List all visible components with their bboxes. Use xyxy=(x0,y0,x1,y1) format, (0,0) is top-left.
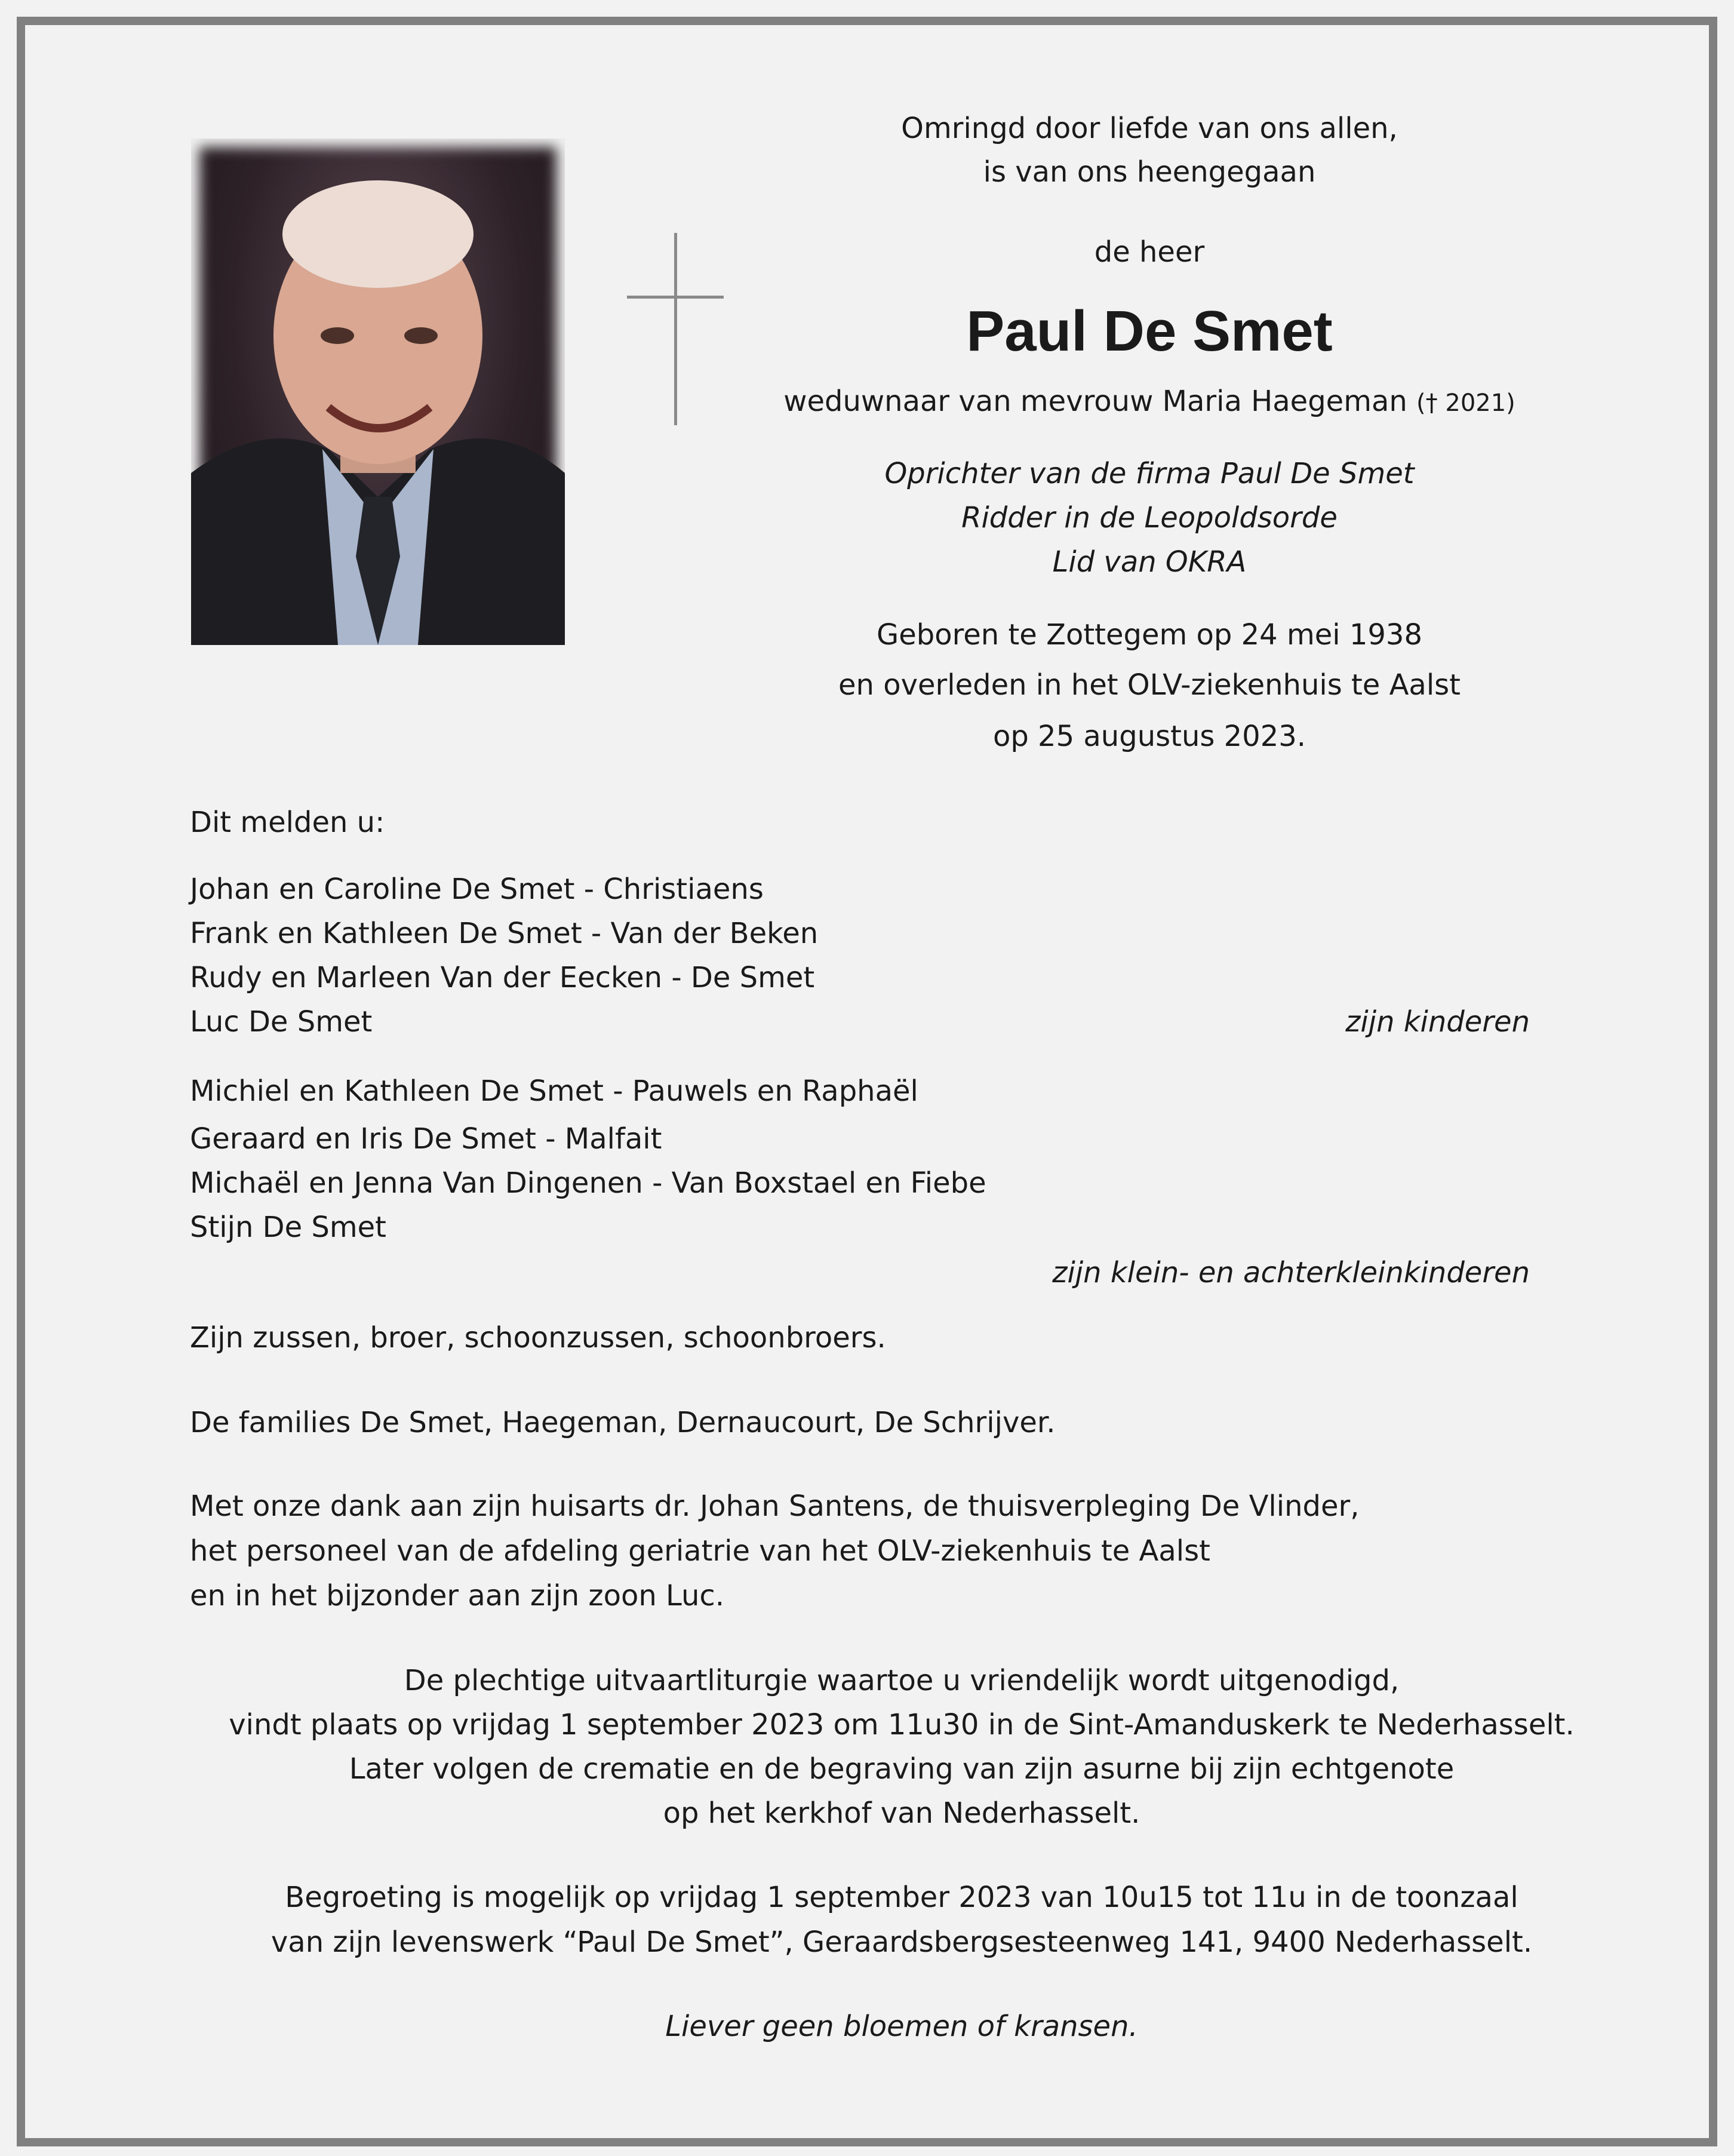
greeting-line-1: Begroeting is mogelijk op vrijdag 1 september 2023 van 10u15 tot 11u in de toonzaal xyxy=(285,1881,1518,1914)
death-date-line: op 25 augustus 2023. xyxy=(992,720,1306,753)
child-1: Johan en Caroline De Smet - Christiaens xyxy=(190,873,764,906)
children-label: zijn kinderen xyxy=(1345,1005,1530,1039)
intro-line-1: Omringd door liefde van ons allen, xyxy=(901,112,1398,145)
grandchild-2: Geraard en Iris De Smet - Malfait xyxy=(190,1122,662,1156)
ceremony-line-4: op het kerkhof van Nederhasselt. xyxy=(663,1796,1140,1830)
cross-icon-bar xyxy=(627,296,724,299)
ceremony-line-2: vindt plaats op vrijdag 1 september 2023 om 11u30 in de Sint-Amanduskerk te Nederhasselt. xyxy=(229,1708,1575,1742)
death-line: en overleden in het OLV-ziekenhuis te Aalst xyxy=(838,668,1461,702)
widower-text: weduwnaar van mevrouw Maria Haegeman xyxy=(783,385,1407,418)
thanks-line-3: en in het bijzonder aan zijn zoon Luc. xyxy=(190,1579,725,1613)
grandchild-3: Michaël en Jenna Van Dingenen - Van Boxstael en Fiebe xyxy=(190,1166,986,1200)
families-line: De families De Smet, Haegeman, Dernaucourt, De Schrijver. xyxy=(190,1406,1056,1439)
ceremony-line-3: Later volgen de crematie en de begraving van zijn asurne bij zijn echtgenote xyxy=(349,1752,1455,1786)
cross-icon xyxy=(674,233,677,425)
greeting-line-2: van zijn levenswerk “Paul De Smet”, Geraardsbergsesteenweg 141, 9400 Nederhasselt. xyxy=(270,1925,1533,1959)
title-prefix: de heer xyxy=(1094,235,1205,269)
intro-line-2: is van ons heengegaan xyxy=(983,155,1316,189)
grandchild-1: Michiel en Kathleen De Smet - Pauwels en Raphaël xyxy=(190,1074,918,1108)
thanks-line-1: Met onze dank aan zijn huisarts dr. Johan Santens, de thuisverpleging De Vlinder, xyxy=(190,1489,1360,1523)
widower-date: († 2021) xyxy=(1416,389,1515,417)
widower-line xyxy=(717,379,1582,425)
thanks-line-2: het personeel van de afdeling geriatrie van het OLV-ziekenhuis te Aalst xyxy=(190,1534,1210,1568)
flowers-note: Liever geen bloemen of kransen. xyxy=(665,2010,1138,2043)
birth-line: Geboren te Zottegem op 24 mei 1938 xyxy=(877,618,1422,652)
role-1: Oprichter van de firma Paul De Smet xyxy=(884,457,1415,490)
announce-text: Dit melden u: xyxy=(190,806,385,839)
grandchild-4: Stijn De Smet xyxy=(190,1211,386,1244)
child-2: Frank en Kathleen De Smet - Van der Beken xyxy=(190,917,819,950)
portrait-illustration xyxy=(191,139,565,645)
portrait-photo xyxy=(191,139,565,645)
role-3: Lid van OKRA xyxy=(1052,545,1247,579)
role-2: Ridder in de Leopoldsorde xyxy=(961,501,1338,535)
deceased-name: Paul De Smet xyxy=(966,299,1333,363)
child-4: Luc De Smet xyxy=(190,1005,373,1039)
grandchildren-label: zijn klein- en achterkleinkinderen xyxy=(1052,1256,1530,1289)
child-3: Rudy en Marleen Van der Eecken - De Smet xyxy=(190,961,815,994)
siblings-line: Zijn zussen, broer, schoonzussen, schoonbroers. xyxy=(190,1321,886,1355)
ceremony-line-1: De plechtige uitvaartliturgie waartoe u vriendelijk wordt uitgenodigd, xyxy=(404,1664,1400,1697)
